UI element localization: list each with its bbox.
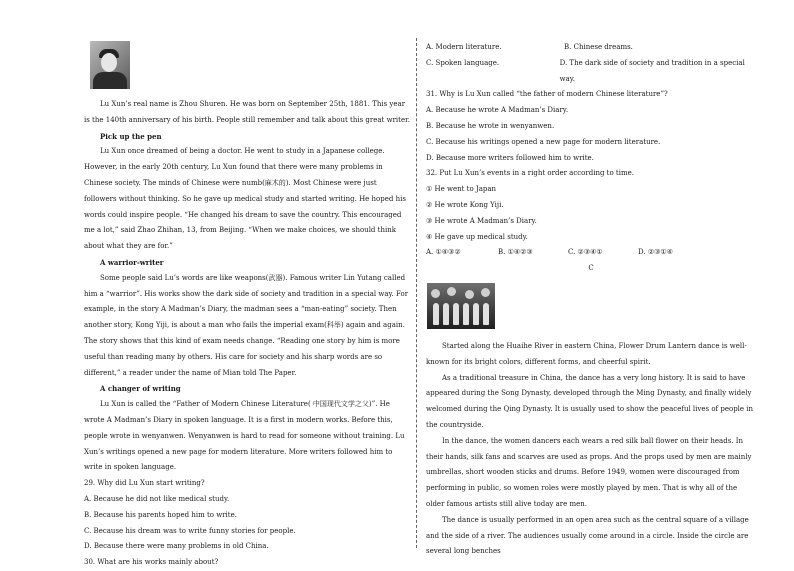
question-31-option: C. Because his writings opened a new page for modern literature. bbox=[426, 137, 661, 146]
question-32-choice: B. ①④②③ bbox=[498, 248, 533, 257]
question-32-choice: D. ②③①④ bbox=[638, 248, 673, 257]
question-32-event: ① He went to Japan bbox=[426, 185, 497, 194]
question-30-stem: 30. What are his works mainly about? bbox=[84, 558, 219, 567]
question-31-option: D. Because more writers followed him to write. bbox=[426, 153, 594, 162]
section-heading: A warrior-writer bbox=[100, 257, 164, 267]
question-32-event: ② He wrote Kong Yiji. bbox=[426, 200, 504, 209]
question-30-option: D. The dark side of society and tradition in a special way. bbox=[559, 58, 745, 83]
passage-c-paragraph: The dance is usually performed in an open area such as the central square of a village and the side of a river. The audiences usually come around in a circle. Inside the circle are several long benches bbox=[426, 515, 749, 556]
section-paragraph: Lu Xun is called the “Father of Modern Chinese Literature( 中国现代文学之父)”. He wrote A Madman’s Diary in spoken language. It is a first in modern works. Before this, people wrote in wenyanwen. Wenyanwen is hard to read for someone without training. Lu Xun’s writings opened a new page for modern literature. More writers followed him to write in spoken language. bbox=[84, 400, 405, 472]
left-column bbox=[84, 40, 410, 571]
question-31-option: B. Because he wrote in wenyanwen. bbox=[426, 121, 555, 130]
section-paragraph: Lu Xun once dreamed of being a doctor. He went to study in a Japanese college. However, in the early 20th century, Lu Xun found that there were many problems in Chinese society. The minds of Chinese were numb(麻木的). Most Chinese were just followers without thinking. So he gave up medical study and started writing. He hoped his words could inspire people. “He changed his dream to save the country. This encouraged me a lot,” said Zhao Zhihan, 13, from Beijing. “When we make choices, we should think about what they are for.” bbox=[84, 147, 406, 251]
question-29-option: B. Because his parents hoped him to write. bbox=[84, 510, 237, 519]
section-heading: A changer of writing bbox=[100, 384, 181, 394]
question-31-stem: 31. Why is Lu Xun called “the father of modern Chinese literature”? bbox=[426, 90, 668, 99]
flower-drum-dance-image bbox=[427, 283, 495, 329]
passage-c-paragraph: As a traditional treasure in China, the dance has a very long history. It is said to have appeared during the Song Dynasty, developed through the Ming Dynasty, and finally widely welcomed during the Qing Dynasty. It is usually used to show the peaceful lives of people in the countryside. bbox=[426, 373, 754, 429]
question-32-stem: 32. Put Lu Xun’s events in a right order according to time. bbox=[426, 169, 634, 178]
question-32-choice: A. ①④③② bbox=[426, 248, 461, 257]
question-32-choice: C. ②③④① bbox=[568, 248, 603, 257]
section-paragraph: Some people said Lu’s words are like weapons(武器). Famous writer Lin Yutang called him a “warrior”. His works show the dark side of society and tradition in a special way. For example, in the story A Madman’s Diary, the madman sees a “man-eating” society. Then another story, Kong Yiji, is about a man who fails the imperial exam(科举) again and again. The story shows that this kind of exam needs change. “Reading one story by him is more useful than reading many by others. His care for society and his sharp words are so different,” a reader under the name of Mian told The Paper. bbox=[84, 273, 409, 377]
section-heading: Pick up the pen bbox=[100, 131, 162, 141]
question-29-option: A. Because he did not like medical study. bbox=[84, 494, 230, 503]
passage-c-label: C bbox=[588, 264, 594, 273]
question-30-options-row bbox=[426, 56, 756, 88]
passage-c-paragraph: In the dance, the women dancers each wears a red silk ball flower on their heads. In their hands, silk fans and scarves are used as props. And the props used by men are mainly umbrellas, short wooden sticks and drums. Before 1949, women were discouraged from performing in public, so women roles were mostly played by men. That is why all of the older famous artists still alive today are men. bbox=[426, 436, 752, 508]
question-30-options-row bbox=[426, 40, 756, 56]
question-31-option: A. Because he wrote A Madman’s Diary. bbox=[426, 106, 569, 115]
question-32-choices-row bbox=[426, 245, 756, 261]
question-30-option: A. Modern literature. bbox=[426, 43, 502, 51]
passage-c-paragraph: Started along the Huaihe River in eastern China, Flower Drum Lantern dance is well-known for its bright colors, different forms, and cheerful spirit. bbox=[426, 341, 747, 366]
question-30-option: C. Spoken language. bbox=[426, 58, 500, 67]
question-30-option: B. Chinese dreams. bbox=[564, 43, 633, 51]
question-29-option: D. Because there were many problems in old China. bbox=[84, 542, 269, 551]
question-32-event: ③ He wrote A Madman’s Diary. bbox=[426, 216, 537, 225]
question-29-stem: 29. Why did Lu Xun start writing? bbox=[84, 479, 205, 488]
column-divider bbox=[416, 38, 417, 548]
intro-paragraph: Lu Xun’s real name is Zhou Shuren. He was born on September 25th, 1881. This year is the 140th anniversary of his birth. People still remember and talk about this great writer. bbox=[84, 100, 410, 124]
lu-xun-portrait-image bbox=[90, 41, 130, 89]
right-column bbox=[426, 40, 756, 560]
question-32-event: ④ He gave up medical study. bbox=[426, 232, 528, 241]
question-29-option: C. Because his dream was to write funny stories for people. bbox=[84, 526, 296, 535]
